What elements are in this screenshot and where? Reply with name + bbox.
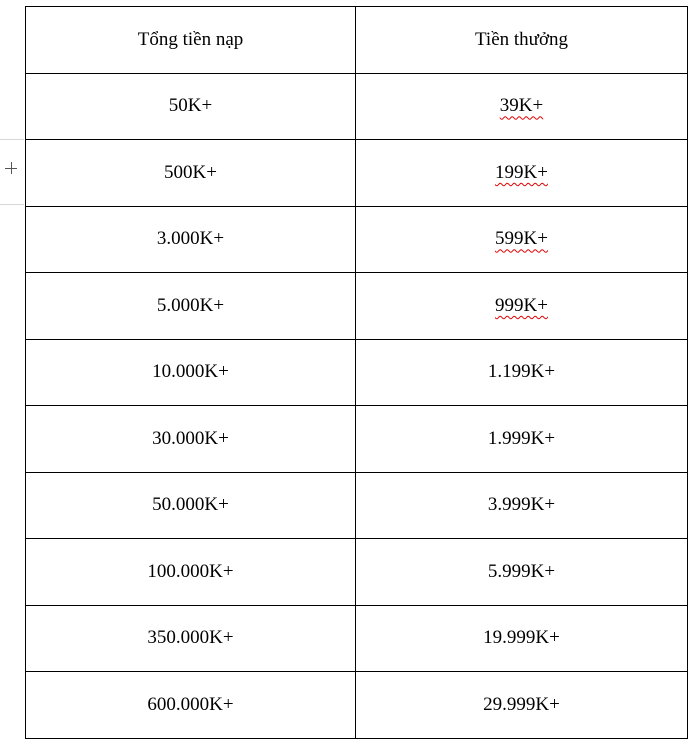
bonus-value: 599K+ [495,228,548,250]
bonus-cell [356,539,688,606]
table-row [26,140,688,207]
header-bonus: Tiền thưởng [356,7,688,74]
deposit-cell: 350.000K+ [26,605,356,672]
bonus-value: 3.999K+ [487,494,556,516]
table-row [26,605,688,672]
deposit-cell: 50.000K+ [26,472,356,539]
bonus-cell [356,672,688,739]
table-row [26,273,688,340]
bonus-value: 199K+ [495,161,548,183]
add-row-plus-icon[interactable] [3,161,19,177]
deposit-cell: 600.000K+ [26,672,356,739]
bonus-cell [356,472,688,539]
bonus-value: 999K+ [495,294,548,316]
deposit-cell: 500K+ [26,140,356,207]
bonus-value: 1.199K+ [487,361,556,383]
table-row [26,672,688,739]
bonus-value: 19.999K+ [483,627,560,649]
deposit-cell: 5.000K+ [26,273,356,340]
bonus-value: 1.999K+ [487,427,556,449]
bonus-cell [356,339,688,406]
bonus-cell [356,73,688,140]
bonus-cell [356,605,688,672]
bonus-table [25,6,688,739]
bonus-value: 29.999K+ [483,693,560,715]
deposit-cell: 30.000K+ [26,406,356,473]
bonus-cell [356,273,688,340]
table-header-row [26,7,688,74]
bonus-cell [356,140,688,207]
table-row [26,472,688,539]
bonus-cell [356,206,688,273]
deposit-cell: 50K+ [26,73,356,140]
deposit-cell: 100.000K+ [26,539,356,606]
bonus-cell [356,406,688,473]
bonus-value: 5.999K+ [487,560,556,582]
table-row [26,206,688,273]
bonus-value: 39K+ [499,95,544,117]
table-row [26,339,688,406]
deposit-cell: 3.000K+ [26,206,356,273]
table-row [26,73,688,140]
deposit-cell: 10.000K+ [26,339,356,406]
table-row [26,539,688,606]
table-row [26,406,688,473]
header-deposit-total: Tổng tiền nạp [26,7,356,74]
